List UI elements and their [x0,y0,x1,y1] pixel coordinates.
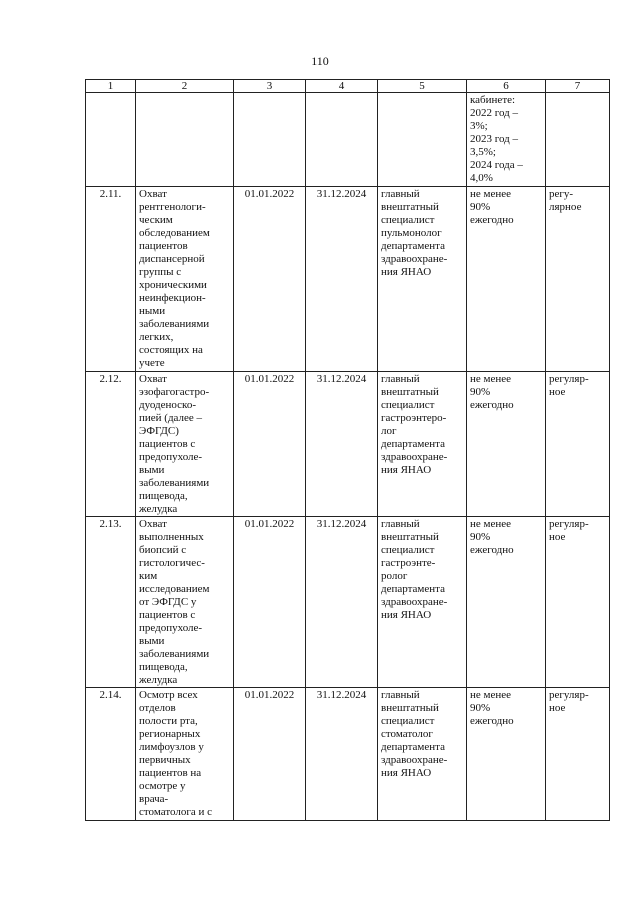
target-value: не менее 90% ежегодно [467,372,546,517]
continuation-responsible [378,93,467,187]
responsible: главный внештатный специалист гастроэнте- ролог департамента здравоохране- ния ЯНАО [378,517,467,688]
table-row [86,517,610,688]
end-date: 31.12.2024 [306,688,378,821]
header-col-1: 1 [86,80,136,93]
continuation-num [86,93,136,187]
target-value: не менее 90% ежегодно [467,187,546,372]
frequency: регуляр- ное [546,372,610,517]
row-number: 2.11. [86,187,136,372]
responsible: главный внештатный специалист гастроэнтеро- лог департамента здравоохране- ния ЯНАО [378,372,467,517]
end-date: 31.12.2024 [306,372,378,517]
header-col-4: 4 [306,80,378,93]
target-value: не менее 90% ежегодно [467,688,546,821]
measure-name: Охват эзофагогастро- дуоденоско- пией (далее – ЭФГДС) пациентов с предопухоле- выми заболеваниями пищевода, желудка [136,372,234,517]
continuation-frequency [546,93,610,187]
start-date: 01.01.2022 [234,187,306,372]
start-date: 01.01.2022 [234,372,306,517]
continuation-target: кабинете: 2022 год – 3%; 2023 год – 3,5%; 2024 года – 4,0% [467,93,546,187]
table-header-row [86,80,610,93]
responsible: главный внештатный специалист пульмонолог департамента здравоохране- ния ЯНАО [378,187,467,372]
row-number: 2.14. [86,688,136,821]
measures-table [85,79,610,821]
header-col-7: 7 [546,80,610,93]
continuation-name [136,93,234,187]
end-date: 31.12.2024 [306,517,378,688]
continuation-row [86,93,610,187]
measure-name: Охват рентгенологи- ческим обследованием пациентов диспансерной группы с хроническими неинфекцион- ными заболеваниями легких, состоящих на учете [136,187,234,372]
row-number: 2.12. [86,372,136,517]
page-number: 110 [311,54,329,68]
start-date: 01.01.2022 [234,688,306,821]
frequency: регуляр- ное [546,517,610,688]
continuation-end [306,93,378,187]
header-col-2: 2 [136,80,234,93]
responsible: главный внештатный специалист стоматолог департамента здравоохране- ния ЯНАО [378,688,467,821]
measure-name: Осмотр всех отделов полости рта, регионарных лимфоузлов у первичных пациентов на осмотре у врача- стоматолога и с [136,688,234,821]
table-row [86,372,610,517]
header-col-5: 5 [378,80,467,93]
target-value: не менее 90% ежегодно [467,517,546,688]
start-date: 01.01.2022 [234,517,306,688]
row-number: 2.13. [86,517,136,688]
measure-name: Охват выполненных биопсий с гистологичес- ким исследованием от ЭФГДС у пациентов с предопухоле- выми заболеваниями пищевода, желудка [136,517,234,688]
end-date: 31.12.2024 [306,187,378,372]
frequency: регуляр- ное [546,688,610,821]
table-row [86,688,610,821]
header-col-6: 6 [467,80,546,93]
header-col-3: 3 [234,80,306,93]
frequency: регу- лярное [546,187,610,372]
table-row [86,187,610,372]
continuation-start [234,93,306,187]
